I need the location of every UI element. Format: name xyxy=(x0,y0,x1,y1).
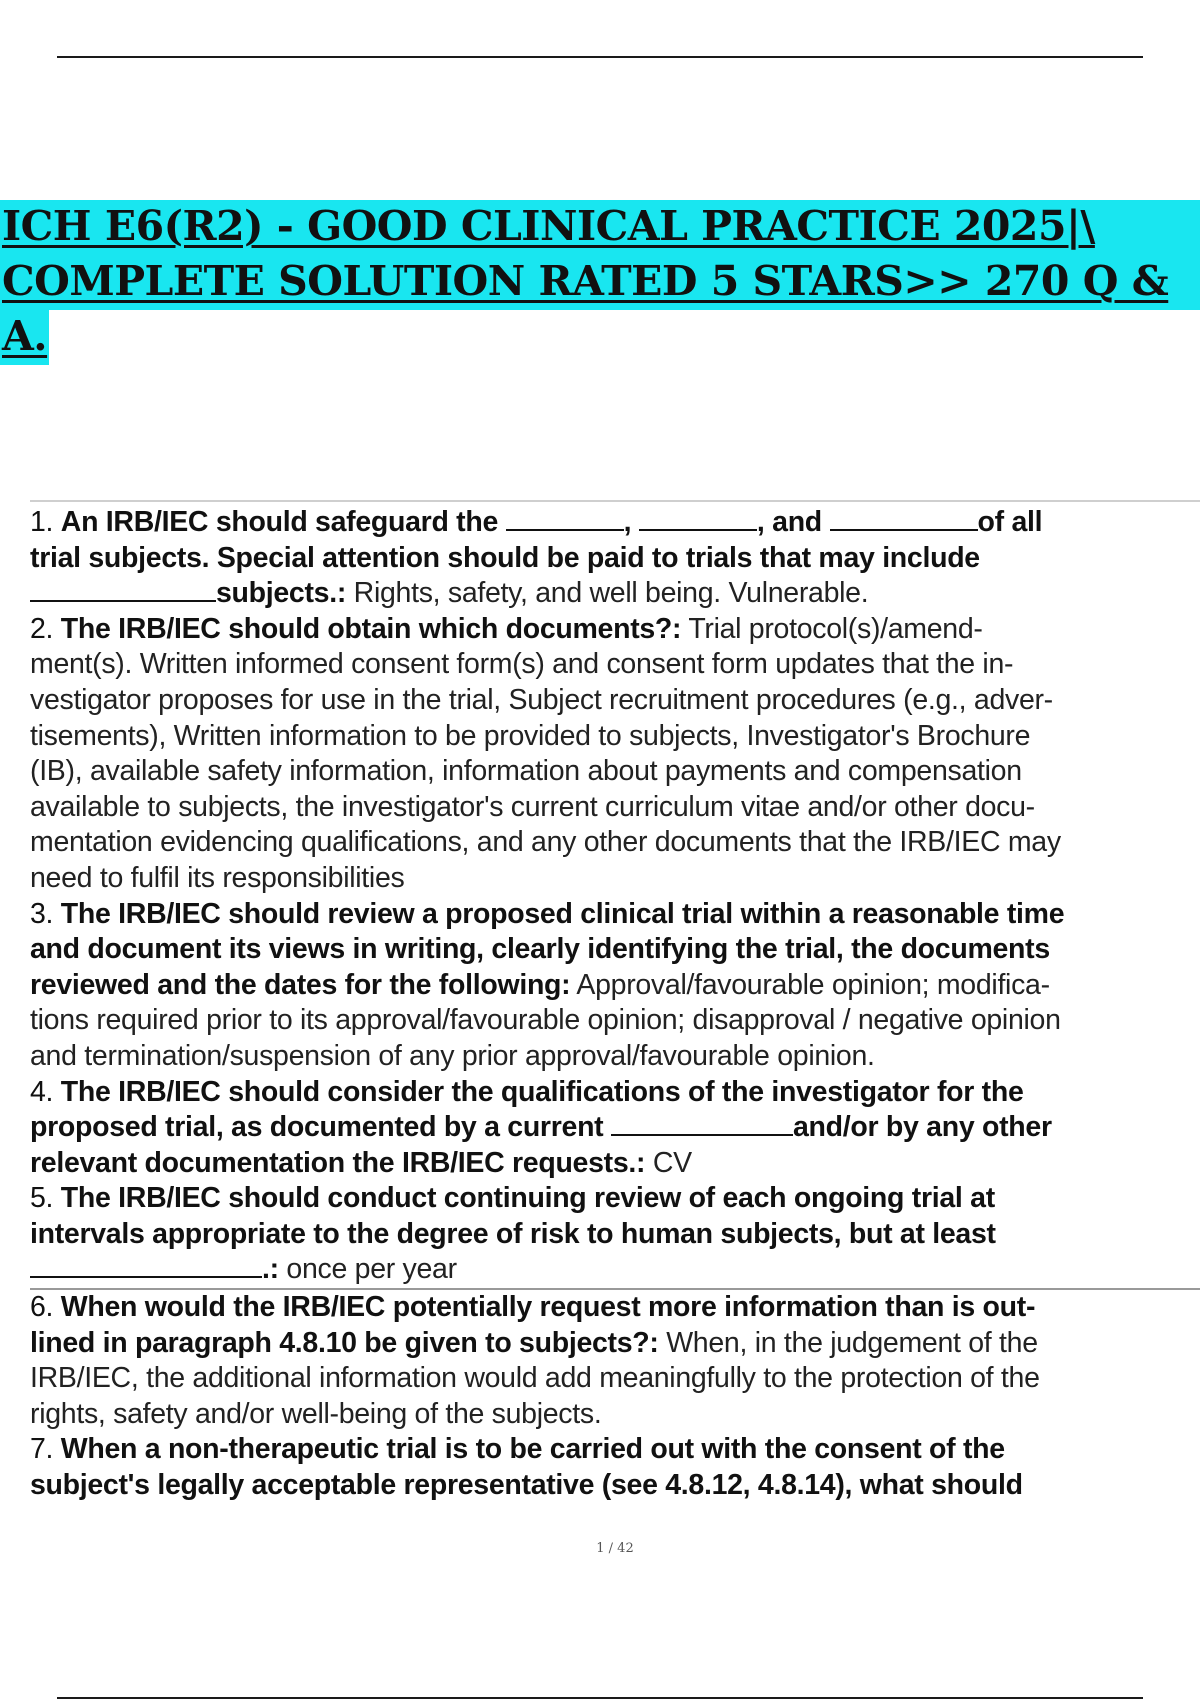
question-text: The IRB/IEC should obtain which documents?: xyxy=(60,612,682,645)
question-text: and/or by any other xyxy=(792,1111,1052,1144)
question-number: 5. xyxy=(30,1182,54,1215)
question-1-line-3 xyxy=(30,576,1200,612)
question-text: , xyxy=(623,506,639,538)
question-number: 1. xyxy=(30,506,54,538)
section-divider xyxy=(30,500,1200,502)
fill-blank xyxy=(30,1252,262,1278)
question-7-line-1 xyxy=(30,1432,1200,1468)
question-1-line-1 xyxy=(30,505,1200,541)
question-number: 4. xyxy=(30,1075,54,1108)
page-number: 1 / 42 xyxy=(596,1541,634,1556)
question-4-line-1 xyxy=(30,1075,1200,1111)
question-text: When a non-therapeutic trial is to be carried out with the consent of the xyxy=(60,1433,1005,1466)
question-1-line-2 xyxy=(30,541,1200,577)
question-6-line-1 xyxy=(30,1288,1200,1326)
answer-line: rights, safety and/or well-being of the subjects. xyxy=(30,1397,602,1430)
answer-text: When, in the judgement of the xyxy=(658,1326,1038,1359)
fill-blank xyxy=(639,505,757,531)
question-5-line-1 xyxy=(30,1181,1200,1217)
answer-text: Trial protocol(s)/amend- xyxy=(681,612,983,645)
answer-line: vestigator proposes for use in the trial, Subject recruitment procedures (e.g., adver- xyxy=(30,683,1053,716)
question-3-line-1 xyxy=(30,897,1200,933)
question-text: relevant documentation the IRB/IEC requests.: xyxy=(30,1146,646,1179)
question-text: lined in paragraph 4.8.10 be given to subjects?: xyxy=(30,1326,659,1359)
question-text: reviewed and the dates for the following: xyxy=(30,968,571,1001)
question-5-line-3 xyxy=(30,1252,1200,1288)
answer-line: available to subjects, the investigator's current curriculum vitae and/or other docu- xyxy=(30,790,1035,823)
answer-line: tisements), Written information to be provided to subjects, Investigator's Brochure xyxy=(30,719,1031,752)
fill-blank xyxy=(611,1110,793,1136)
answer-line: (IB), available safety information, information about payments and compensation xyxy=(30,755,1022,788)
top-rule xyxy=(57,56,1143,58)
title-line-3: A. xyxy=(0,310,49,365)
question-text: The IRB/IEC should conduct continuing review of each ongoing trial at xyxy=(60,1182,995,1215)
question-text: The IRB/IEC should review a proposed clinical trial within a reasonable time xyxy=(60,897,1065,930)
question-7-line-2 xyxy=(30,1468,1200,1504)
question-text: trial subjects. Special attention should be paid to trials that may include xyxy=(30,541,980,574)
question-4-line-3 xyxy=(30,1146,1200,1182)
fill-blank xyxy=(506,505,624,531)
question-number: 3. xyxy=(30,897,54,930)
question-text: The IRB/IEC should consider the qualifications of the investigator for the xyxy=(60,1075,1024,1108)
question-2-line-1 xyxy=(30,612,1200,648)
question-number: 6. xyxy=(30,1291,54,1324)
question-3-line-2 xyxy=(30,932,1200,968)
question-text: , and xyxy=(756,506,830,538)
question-text: subjects.: xyxy=(216,577,347,610)
question-list xyxy=(30,505,1200,1504)
question-3-line-3 xyxy=(30,968,1200,1004)
title-line-2: COMPLETE SOLUTION RATED 5 STARS>> 270 Q & xyxy=(0,255,1200,310)
question-text: When would the IRB/IEC potentially request more information than is out- xyxy=(60,1291,1036,1324)
answer-text: Approval/favourable opinion; modifica- xyxy=(570,968,1050,1001)
answer-line: IRB/IEC, the additional information would add meaningfully to the protection of the xyxy=(30,1362,1040,1395)
fill-blank xyxy=(30,576,216,602)
bottom-rule xyxy=(57,1697,1143,1699)
question-number: 2. xyxy=(30,612,54,645)
question-4-line-2 xyxy=(30,1110,1200,1146)
question-text: and document its views in writing, clearly identifying the trial, the documents xyxy=(30,933,1050,966)
document-title xyxy=(0,200,1200,365)
question-text: proposed trial, as documented by a current xyxy=(30,1111,611,1144)
question-text: intervals appropriate to the degree of risk to human subjects, but at least xyxy=(30,1217,996,1250)
answer-line: tions required prior to its approval/favourable opinion; disapproval / negative opinion xyxy=(30,1004,1061,1037)
question-text: subject's legally acceptable representative (see 4.8.12, 4.8.14), what should xyxy=(30,1469,1023,1502)
question-6-line-2 xyxy=(30,1326,1200,1362)
title-line-1: ICH E6(R2) - GOOD CLINICAL PRACTICE 2025|\ xyxy=(0,200,1200,255)
answer-line: mentation evidencing qualifications, and any other documents that the IRB/IEC may xyxy=(30,826,1061,859)
answer-text: CV xyxy=(645,1146,692,1179)
question-number: 7. xyxy=(30,1433,54,1466)
question-text: An IRB/IEC should safeguard the xyxy=(60,506,506,538)
answer-line: need to fulfil its responsibilities xyxy=(30,861,405,894)
answer-text: once per year xyxy=(278,1253,457,1286)
question-text: of all xyxy=(977,506,1043,538)
answer-text: Rights, safety, and well being. Vulnerable. xyxy=(346,577,869,610)
question-text: .: xyxy=(262,1253,279,1286)
question-5-line-2 xyxy=(30,1217,1200,1253)
answer-line: and termination/suspension of any prior approval/favourable opinion. xyxy=(30,1039,875,1072)
answer-line: ment(s). Written informed consent form(s) and consent form updates that the in- xyxy=(30,648,1014,681)
fill-blank xyxy=(830,505,978,531)
